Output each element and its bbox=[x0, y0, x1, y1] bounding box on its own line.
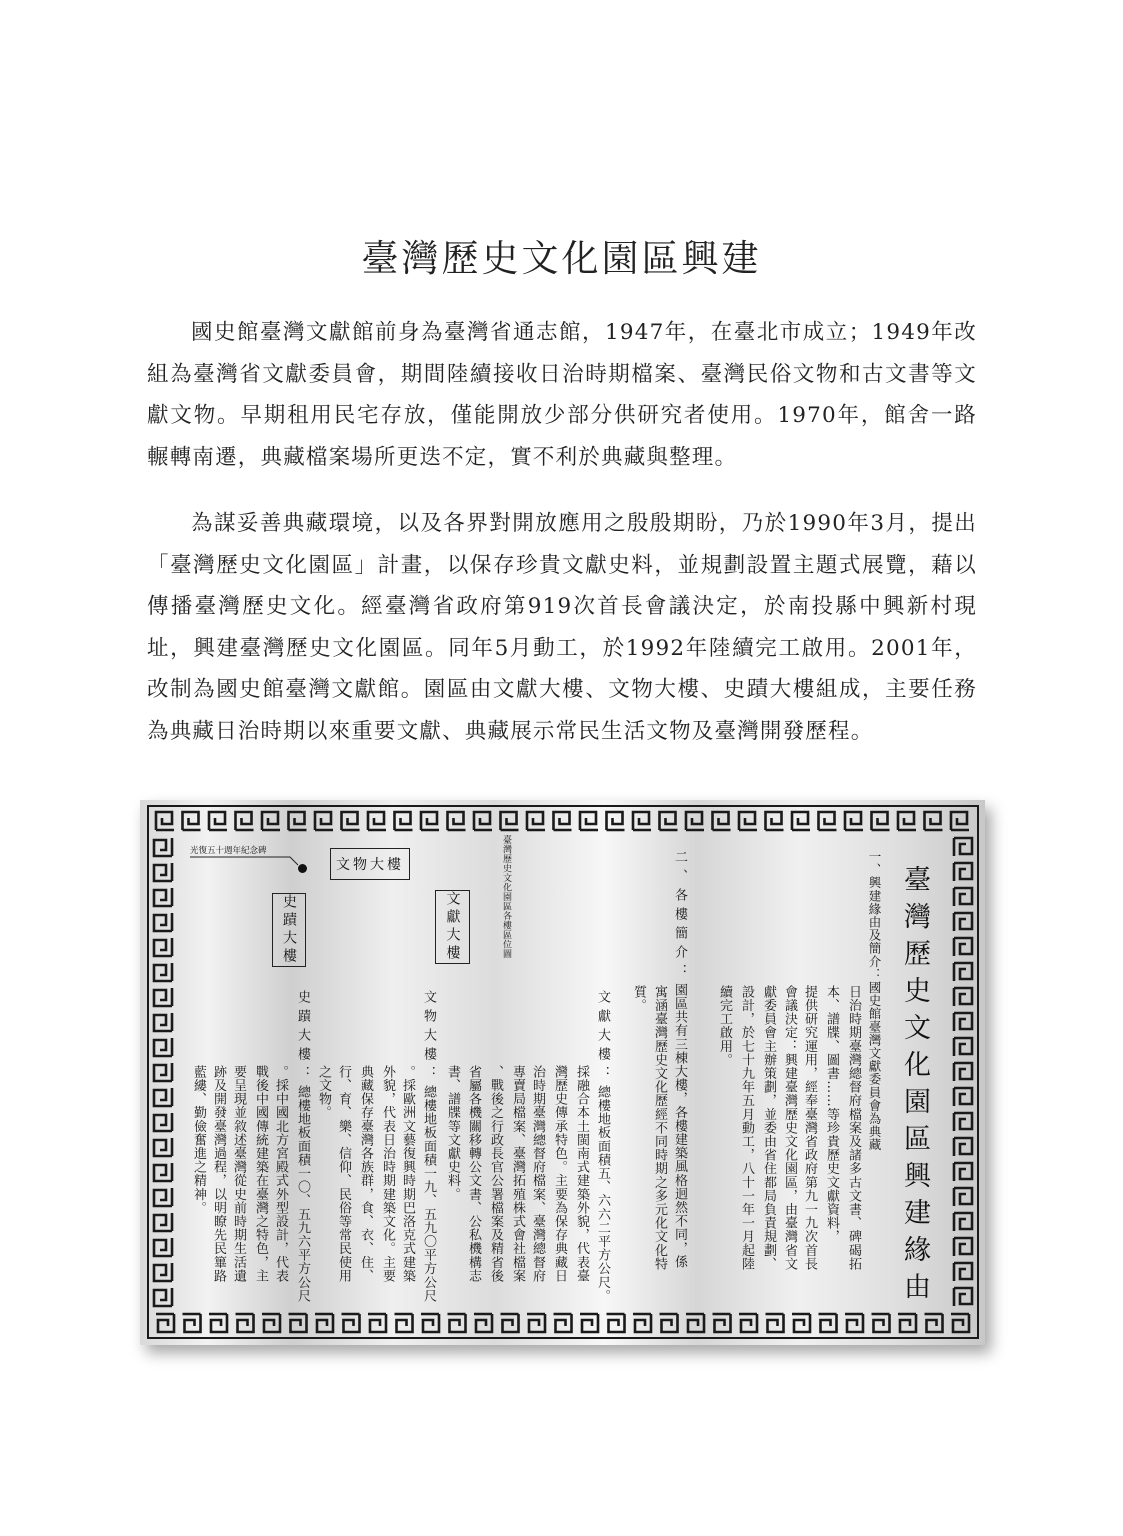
paragraph-2 bbox=[147, 503, 977, 752]
plaque-line: 專賣局檔案、臺灣拓殖株式會社檔案 bbox=[510, 1065, 525, 1283]
plaque-line: 會議決定：興建臺灣歷史文化園區，由臺灣省文 bbox=[782, 985, 797, 1271]
map-caption: 臺灣歷史文化園區各樓區位圖 bbox=[501, 835, 511, 959]
monument-label: 光復五十週年紀念碑 bbox=[190, 846, 267, 856]
plaque-line: 。採中國北方宮殿式外型設計，代表 bbox=[273, 1065, 288, 1283]
plaque-line: 獻委員會主辦策劃，並委由省住都局負責規劃、 bbox=[761, 985, 776, 1271]
plaque-line-text: 總樓地板面積一〇、五九六平方公尺 bbox=[295, 1085, 310, 1303]
plaque-line: 行、育、樂、信仰、民俗等常民使用 bbox=[336, 1065, 351, 1283]
plaque-line: 園區共有三棟大樓，各樓建築風格迥然不同，係 bbox=[672, 983, 687, 1269]
plaque-line bbox=[295, 990, 309, 1303]
paragraph-1 bbox=[147, 312, 977, 478]
plaque-line: 跡及開發臺灣過程，以明瞭先民篳路 bbox=[211, 1065, 226, 1283]
plaque-line: 要呈現並敘述臺灣從史前時期生活遺 bbox=[231, 1065, 246, 1283]
plaque-line: 省屬各機關移轉公文書、公私機構志 bbox=[466, 1065, 481, 1283]
plaque-line: 寓涵臺灣歷史文化歷經不同時期之多元化文化特 bbox=[652, 985, 667, 1271]
plaque-line: 之文物。 bbox=[316, 1065, 331, 1120]
plaque-line: 治時期臺灣總督府檔案、臺灣總督府 bbox=[530, 1065, 545, 1283]
plaque-line: 日治時期臺灣總督府檔案及諸多古文書、碑碣拓 bbox=[846, 985, 861, 1271]
map-box-wenwu: 文物大樓 bbox=[330, 848, 410, 880]
plaque-photo bbox=[140, 800, 985, 1345]
plaque-line bbox=[595, 990, 609, 1303]
plaque-line: 設計，於七十九年五月動工，八十一年一月起陸 bbox=[739, 985, 754, 1271]
monument-arrow bbox=[190, 855, 305, 870]
plaque-line: 戰後中國傳統建築在臺灣之特色，主 bbox=[253, 1065, 268, 1283]
plaque-line: 、戰後之行政長官公署檔案及精省後 bbox=[488, 1065, 503, 1283]
section1-heading: 一、興建緣由及簡介： bbox=[867, 850, 882, 981]
plaque-line bbox=[421, 990, 435, 1303]
plaque-line: 採融合本土閩南式建築外貌，代表臺 bbox=[574, 1065, 589, 1283]
plaque-line: 典藏保存臺灣各族群，食、衣、住、 bbox=[358, 1065, 373, 1283]
plaque-section1-col bbox=[867, 850, 881, 1151]
plaque-line: 本、譜牒、圖書……等珍貴歷史文獻資料， bbox=[824, 985, 839, 1244]
plaque-title: 臺灣歷史文化園區興建緣由 bbox=[899, 865, 930, 1309]
plaque-line: 書、譜牒等文獻史料。 bbox=[445, 1065, 460, 1201]
plaque-line: 。採歐洲文藝復興時期巴洛克式建築 bbox=[400, 1065, 415, 1283]
plaque-line: 提供研究運用，經奉臺灣省政府第九一九次首長 bbox=[802, 985, 817, 1271]
plaque-line: 續完工啟用。 bbox=[717, 985, 732, 1067]
building-label: 文獻大樓： bbox=[595, 990, 610, 1085]
plaque-line-text: 總樓地板面積一九、五九〇平方公尺 bbox=[421, 1085, 436, 1303]
plaque-line: 灣歷史傳承特色。主要為保存典藏日 bbox=[552, 1065, 567, 1283]
map-box-wenxian: 文獻大樓 bbox=[435, 890, 470, 964]
plaque-section2-col bbox=[672, 850, 686, 1269]
page-title: 臺灣歷史文化園區興建 bbox=[361, 237, 762, 280]
section2-heading: 二、各樓簡介： bbox=[672, 850, 687, 983]
paragraph-text: 為謀妥善典藏環境，以及各界對開放應用之殷殷期盼，乃於1990年3月，提出「臺灣歷史文化園區」計畫，以保存珍貴文獻史料，並規劃設置主題式展覽，藉以傳播臺灣歷史文化。經臺灣省政府第919次首長會議決定，於南投縣中興新村現址，興建臺灣歷史文化園區。同年5月動工，於1992年陸續完工啟用。2001年，改制為國史館臺灣文獻館。園區由文獻大樓、文物大樓、史蹟大樓組成，主要任務為典藏日治時期以來重要文獻、典藏展示常民生活文物及臺灣開發歷程。 bbox=[147, 511, 977, 744]
monument-marker-icon bbox=[298, 864, 307, 873]
plaque-line-text: 總樓地板面積五、六六二平方公尺。 bbox=[595, 1085, 610, 1303]
paragraph-text: 國史館臺灣文獻館前身為臺灣省通志館，1947年，在臺北市成立；1949年改組為臺灣省文獻委員會，期間陸續接收日治時期檔案、臺灣民俗文物和古文書等文獻文物。早期租用民宅存放，僅能開放少部分供研究者使用。1970年，館舍一路輾轉南遷，典藏檔案場所更迭不定，實不利於典藏與整理。 bbox=[147, 320, 977, 470]
building-label: 史蹟大樓： bbox=[295, 990, 310, 1085]
plaque-line: 藍縷、勤儉奮進之精神。 bbox=[191, 1065, 206, 1215]
building-label: 文物大樓： bbox=[421, 990, 436, 1085]
plaque-line: 國史館臺灣文獻委員會為典藏 bbox=[867, 981, 882, 1152]
map-box-shiji: 史蹟大樓 bbox=[272, 893, 306, 967]
plaque-line: 外貌，代表日治時期建築文化。主要 bbox=[380, 1065, 395, 1283]
plaque-line: 質。 bbox=[631, 985, 646, 1013]
